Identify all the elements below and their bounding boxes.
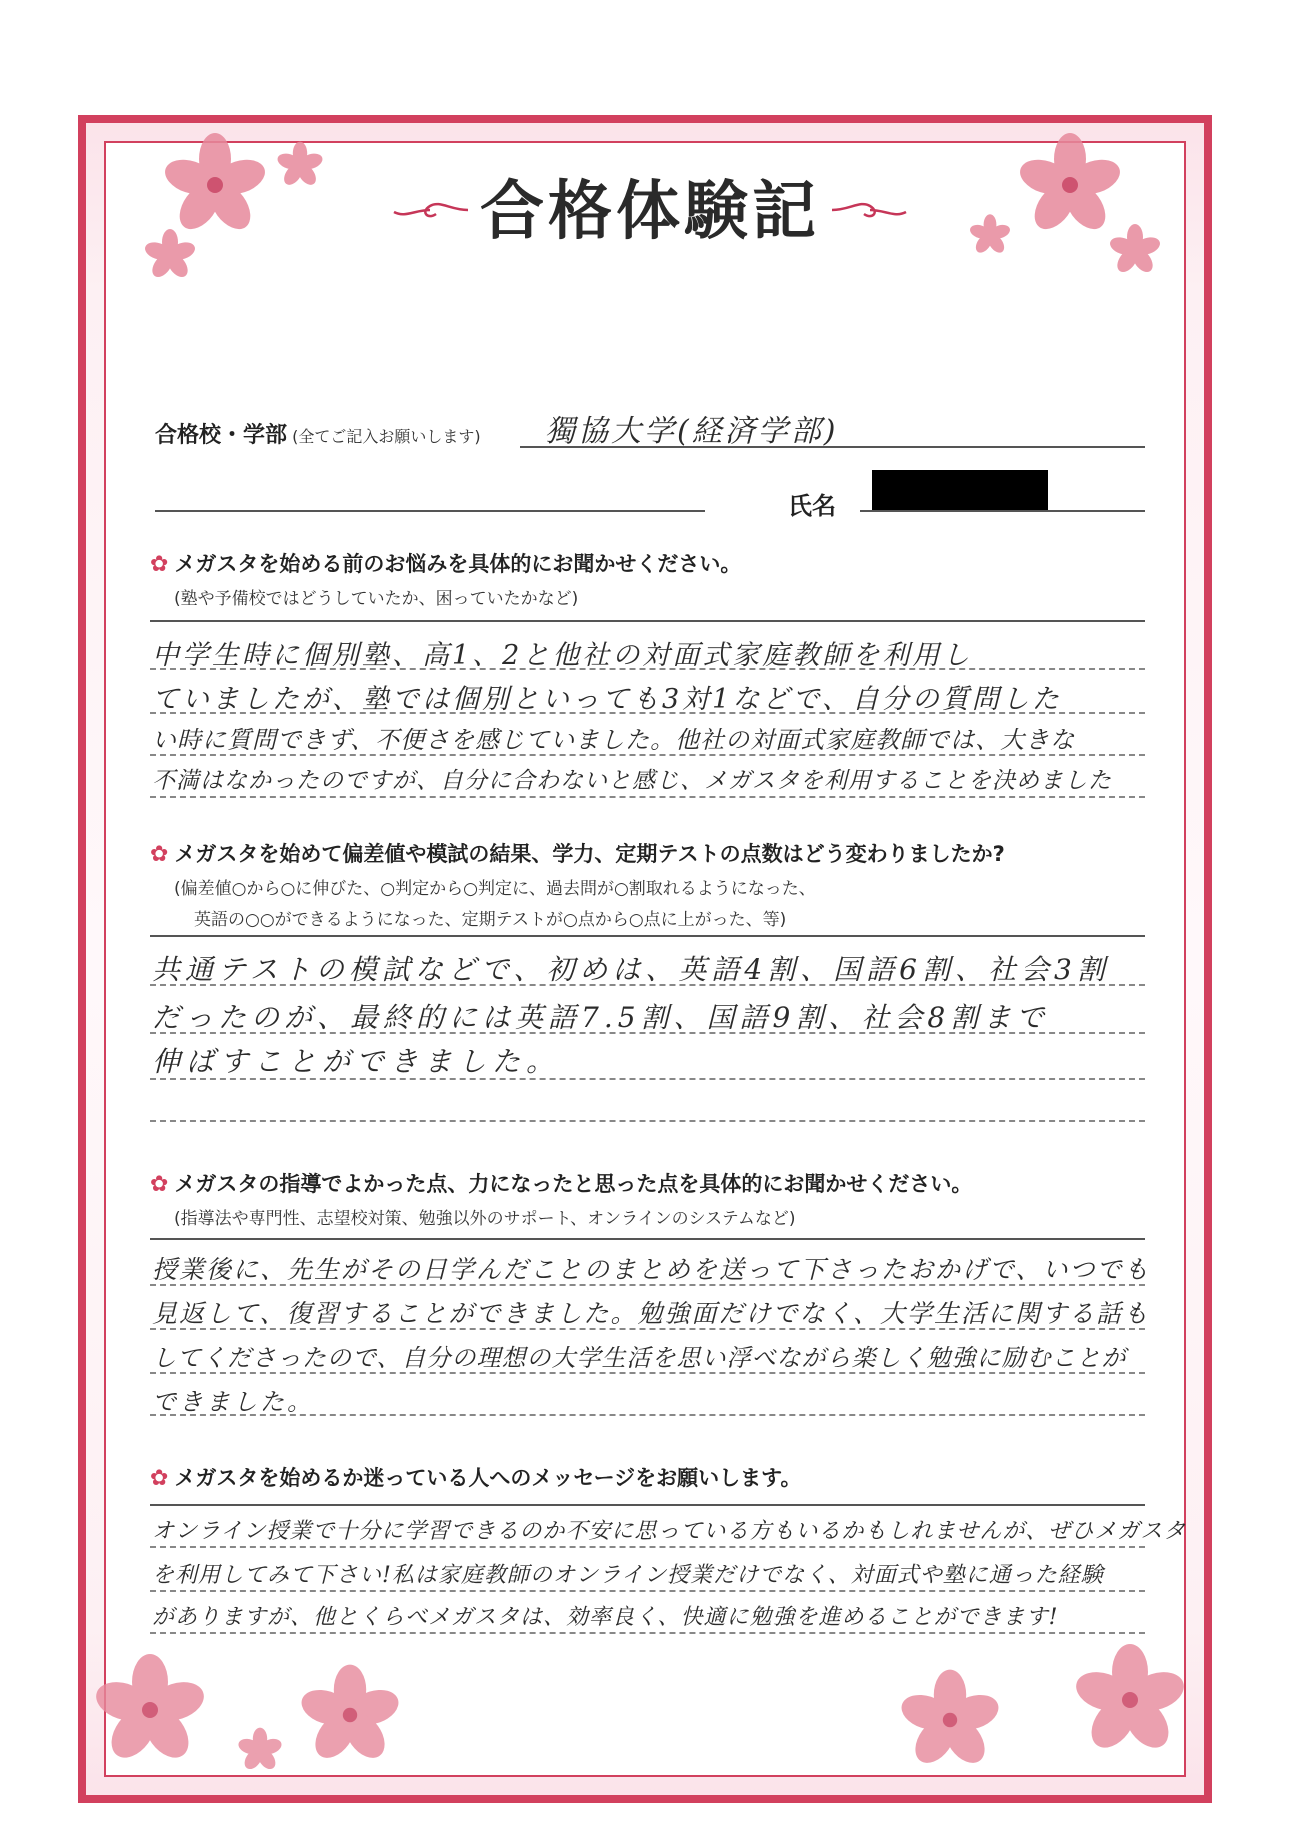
answer-1-rule-2 (150, 712, 1145, 714)
answer-1-topline (150, 620, 1145, 622)
school-underline-2 (155, 510, 705, 512)
school-value: 獨協大学(経済学部) (545, 414, 839, 449)
answer-1-line-3: い時に質問できず、不便さを感じていました。他社の対面式家庭教師では、大きな (152, 726, 1076, 754)
question-1-text: メガスタを始める前のお悩みを具体的にお聞かせください。 (174, 552, 742, 576)
answer-2-line-2: だったのが、最終的には英語7.5割、国語9割、社会8割まで (152, 1001, 1050, 1034)
school-row (155, 414, 1145, 449)
sakura-icon: ✿ (150, 1172, 169, 1197)
question-3-text: メガスタの指導でよかった点、力になったと思った点を具体的にお聞かせください。 (174, 1172, 973, 1196)
answer-3-topline (150, 1238, 1145, 1240)
question-2-hint-1: (偏差値○から○に伸びた、○判定から○判定に、過去問が○割取れるようになった、 (174, 879, 816, 899)
question-3 (150, 1168, 972, 1229)
answer-4-topline (150, 1504, 1145, 1506)
answer-1-line-2: ていましたが、塾では個別といっても3対1などで、自分の質問した (152, 684, 1062, 715)
answer-2-rule-4 (150, 1120, 1145, 1122)
answer-2-rule-3 (150, 1078, 1145, 1080)
answer-3-rule-1 (150, 1284, 1145, 1286)
answer-2-line-3: 伸ばすことができました。 (152, 1045, 561, 1078)
flourish-icon (390, 198, 470, 222)
name-label: 氏名 (788, 492, 836, 520)
answer-3-rule-2 (150, 1328, 1145, 1330)
flourish-icon (830, 198, 910, 222)
answer-4-rule-2 (150, 1590, 1145, 1592)
page-title: 合格体験記 (480, 174, 820, 249)
answer-1-rule-1 (150, 668, 1145, 670)
answer-3-rule-4 (150, 1414, 1145, 1416)
name-underline (860, 510, 1145, 512)
sakura-icon: ✿ (150, 552, 169, 577)
answer-1-line-1: 中学生時に個別塾、高1、2と他社の対面式家庭教師を利用し (152, 640, 973, 671)
answer-3-line-3: してくださったので、自分の理想の大学生活を思い浮べながら楽しく勉強に励むことが (152, 1344, 1127, 1372)
answer-1-rule-3 (150, 754, 1145, 756)
answer-4-line-1: オンライン授業で十分に学習できるのか不安に思っている方もいるかもしれませんが、ぜひメガスタ (152, 1519, 1187, 1544)
question-4-text: メガスタを始めるか迷っている人へのメッセージをお願いします。 (174, 1466, 802, 1490)
answer-2-topline (150, 935, 1145, 937)
answer-2-rule-1 (150, 984, 1145, 986)
sakura-icon: ✿ (150, 842, 169, 867)
school-underline (520, 446, 1145, 448)
answer-3-rule-3 (150, 1372, 1145, 1374)
answer-4-rule-3 (150, 1632, 1145, 1634)
sakura-icon: ✿ (150, 1466, 169, 1491)
question-2-text: メガスタを始めて偏差値や模試の結果、学力、定期テストの点数はどう変わりましたか? (174, 842, 1005, 866)
question-3-hint: (指導法や専門性、志望校対策、勉強以外のサポート、オンラインのシステムなど) (174, 1209, 796, 1229)
answer-2-line-1: 共通テストの模試などで、初めは、英語4割、国語6割、社会3割 (152, 953, 1110, 986)
question-1-hint: (塾や予備校ではどうしていたか、困っていたかなど) (174, 589, 579, 609)
school-label: 合格校・学部 (155, 423, 288, 448)
title-area (0, 160, 1300, 252)
answer-4-line-2: を利用してみて下さい!私は家庭教師のオンライン授業だけでなく、対面式や塾に通った経験 (152, 1563, 1104, 1588)
question-1 (150, 548, 741, 609)
school-note: (全てご記入お願いします) (292, 427, 481, 446)
question-4 (150, 1462, 802, 1492)
answer-4-line-3: がありますが、他とくらべメガスタは、効率良く、快適に勉強を進めることができます! (152, 1605, 1059, 1630)
answer-4-rule-1 (150, 1546, 1145, 1548)
answer-3-line-4: できました。 (152, 1388, 314, 1416)
answer-2-rule-2 (150, 1032, 1145, 1034)
answer-3-line-1: 授業後に、先生がその日学んだことのまとめを送って下さったおかげで、いつでも (152, 1255, 1151, 1284)
question-2 (150, 838, 1005, 930)
name-redaction (872, 470, 1048, 510)
answer-1-rule-4 (150, 796, 1145, 798)
answer-3-line-2: 見返して、復習することができました。勉強面だけでなく、大学生活に関する話も (152, 1299, 1151, 1328)
question-2-hint-2: 英語の○○ができるようになった、定期テストが○点から○点に上がった、等) (194, 910, 787, 930)
answer-1-line-4: 不満はなかったのですが、自分に合わないと感じ、メガスタを利用することを決めました (152, 768, 1112, 794)
